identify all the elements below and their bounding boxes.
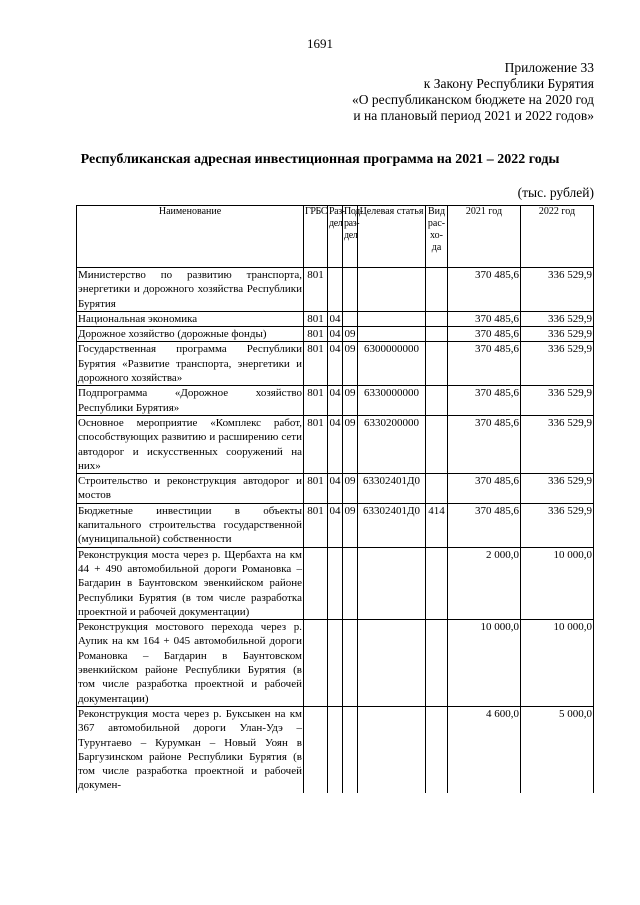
cell-cs <box>358 706 426 792</box>
cell-rz <box>328 547 343 619</box>
cell-grbs <box>304 620 328 707</box>
table-row <box>77 327 594 342</box>
cell-grbs: 801 <box>304 474 328 504</box>
appendix-header <box>352 60 594 124</box>
cell-name: Национальная экономика <box>77 311 304 326</box>
table-row <box>77 547 594 619</box>
cell-name: Дорожное хозяйство (дорожные фонды) <box>77 327 304 342</box>
cell-grbs <box>304 706 328 792</box>
cell-vr: 414 <box>426 503 448 547</box>
cell-y2021: 2 000,0 <box>448 547 521 619</box>
cell-rz: 04 <box>328 503 343 547</box>
cell-vr <box>426 474 448 504</box>
cell-grbs: 801 <box>304 415 328 473</box>
cell-name: Государственная программа Республики Бурятия «Развитие транспорта, энергетики и дорожного хозяйства» <box>78 343 302 385</box>
table-row <box>77 620 594 707</box>
cell-pr: 09 <box>343 474 358 504</box>
cell-y2021: 370 485,6 <box>448 342 521 386</box>
cell-y2022: 10 000,0 <box>521 547 594 619</box>
cell-rz: 04 <box>328 386 343 416</box>
cell-grbs: 801 <box>304 327 328 342</box>
cell-grbs: 801 <box>304 342 328 386</box>
column-header-vid: Вид рас-хо-да <box>426 206 448 268</box>
table-row <box>77 474 594 504</box>
cell-grbs <box>304 547 328 619</box>
table-row <box>77 311 594 326</box>
document-title: Республиканская адресная инвестиционная программа на 2021 – 2022 годы <box>80 152 560 167</box>
cell-vr <box>426 342 448 386</box>
cell-y2021: 370 485,6 <box>448 311 521 326</box>
units-label: (тыс. рублей) <box>517 185 594 200</box>
cell-cs: 63302401Д0 <box>358 474 426 504</box>
appendix-line: и на плановый период 2021 и 2022 годов» <box>353 108 594 123</box>
cell-cs <box>358 268 426 312</box>
cell-rz: 04 <box>328 415 343 473</box>
table-row <box>77 386 594 416</box>
cell-y2022: 336 529,9 <box>521 311 594 326</box>
cell-y2021: 370 485,6 <box>448 415 521 473</box>
column-header-name: Наименование <box>77 206 304 268</box>
cell-y2021: 10 000,0 <box>448 620 521 707</box>
cell-pr: 09 <box>344 328 356 341</box>
cell-cs <box>358 311 426 326</box>
cell-y2021: 370 485,6 <box>448 474 521 504</box>
cell-y2022: 336 529,9 <box>521 474 594 504</box>
cell-vr <box>426 415 448 473</box>
appendix-line: к Закону Республики Бурятия <box>423 76 594 91</box>
cell-pr: 09 <box>343 386 358 416</box>
appendix-line: Приложение 33 <box>504 60 594 75</box>
column-header-razdel: Раз-дел <box>328 206 343 268</box>
column-header-grbs: ГРБС <box>304 206 328 268</box>
cell-pr <box>343 706 358 792</box>
table-row <box>77 342 594 386</box>
cell-y2022: 336 529,9 <box>521 386 594 416</box>
cell-rz: 04 <box>328 342 343 386</box>
table-row <box>77 706 594 792</box>
cell-rz: 04 <box>329 312 341 325</box>
cell-y2021: 370 485,6 <box>448 386 521 416</box>
page-number: 1691 <box>307 36 333 51</box>
cell-y2022: 10 000,0 <box>521 620 594 707</box>
cell-pr: 09 <box>343 503 358 547</box>
cell-name: Министерство по развитию транспорта, энергетики и дорожного хозяйства Республики Бурятия <box>78 269 302 310</box>
cell-vr <box>426 706 448 792</box>
cell-grbs: 801 <box>304 268 328 312</box>
cell-vr <box>426 620 448 707</box>
appendix-line: «О республиканском бюджете на 2020 год <box>351 92 594 107</box>
cell-name: Реконструкция мостового перехода через р. Аупик на км 164 + 045 автомобильной дороги Романовка – Багдарин в Баунтовском эвенкийском районе Республики Бурятия (в том числе разработка проектной и рабочей документации) <box>78 621 302 705</box>
cell-y2022: 336 529,9 <box>521 415 594 473</box>
cell-name: Реконструкция моста через р. Щербахта на км 44 + 490 автомобильной дороги Романовка – Багдарин в Баунтовском эвенкийском районе Республики Бурятия (в том числе разработка проектной и рабочей документации) <box>78 548 302 618</box>
cell-y2022: 336 529,9 <box>521 327 594 342</box>
column-header-podrazdel: Под-раз-дел <box>343 206 358 268</box>
cell-cs <box>358 547 426 619</box>
cell-grbs: 801 <box>304 386 328 416</box>
cell-cs: 6330000000 <box>358 386 426 416</box>
cell-y2021: 370 485,6 <box>448 503 521 547</box>
cell-rz: 04 <box>329 328 341 341</box>
cell-cs: 6300000000 <box>358 342 426 386</box>
cell-y2022: 336 529,9 <box>521 503 594 547</box>
cell-y2021: 370 485,6 <box>448 268 521 312</box>
cell-grbs: 801 <box>304 311 328 326</box>
cell-cs: 6330200000 <box>358 415 426 473</box>
table-row <box>77 503 594 547</box>
cell-vr <box>426 386 448 416</box>
cell-cs <box>358 620 426 707</box>
table-row <box>77 268 594 312</box>
cell-y2022: 5 000,0 <box>521 706 594 792</box>
cell-rz <box>328 620 343 707</box>
cell-y2021: 4 600,0 <box>448 706 521 792</box>
cell-vr <box>426 311 448 326</box>
table-row <box>77 415 594 473</box>
cell-name: Основное мероприятие «Комплекс работ, способствующих развитию и расширению сети автодорог и искусственных сооружений на них» <box>78 416 302 472</box>
cell-cs: 63302401Д0 <box>358 503 426 547</box>
column-header-2021: 2021 год <box>448 206 521 268</box>
column-header-2022: 2022 год <box>521 206 594 268</box>
cell-vr <box>426 268 448 312</box>
cell-vr <box>426 547 448 619</box>
cell-pr <box>343 311 358 326</box>
investment-program-table <box>76 205 594 793</box>
cell-pr <box>343 547 358 619</box>
cell-pr <box>343 268 358 312</box>
column-header-target: Целевая статья <box>358 206 426 268</box>
cell-rz <box>328 706 343 792</box>
cell-name: Бюджетные инвестиции в объекты капитального строительства государственной (муниципальной) собственности <box>78 504 302 546</box>
cell-name: Реконструкция моста через р. Буксыкен на км 367 автомобильной дороги Улан-Удэ – Турунтаево – Курумкан – Новый Уоян в Баргузинском районе Республики Бурятия (в том числе разработка проектной и рабочей докумен- <box>78 707 302 792</box>
cell-pr: 09 <box>343 415 358 473</box>
cell-rz <box>328 268 343 312</box>
cell-name: Подпрограмма «Дорожное хозяйство Республики Бурятия» <box>78 387 302 414</box>
cell-grbs: 801 <box>304 503 328 547</box>
cell-y2022: 336 529,9 <box>521 268 594 312</box>
cell-pr: 09 <box>343 342 358 386</box>
cell-pr <box>343 620 358 707</box>
table-header-row <box>77 206 594 268</box>
cell-vr <box>426 327 448 342</box>
cell-y2021: 370 485,6 <box>448 327 521 342</box>
cell-name: Строительство и реконструкция автодорог и мостов <box>78 475 302 502</box>
cell-rz: 04 <box>328 474 343 504</box>
cell-y2022: 336 529,9 <box>521 342 594 386</box>
cell-cs <box>358 327 426 342</box>
